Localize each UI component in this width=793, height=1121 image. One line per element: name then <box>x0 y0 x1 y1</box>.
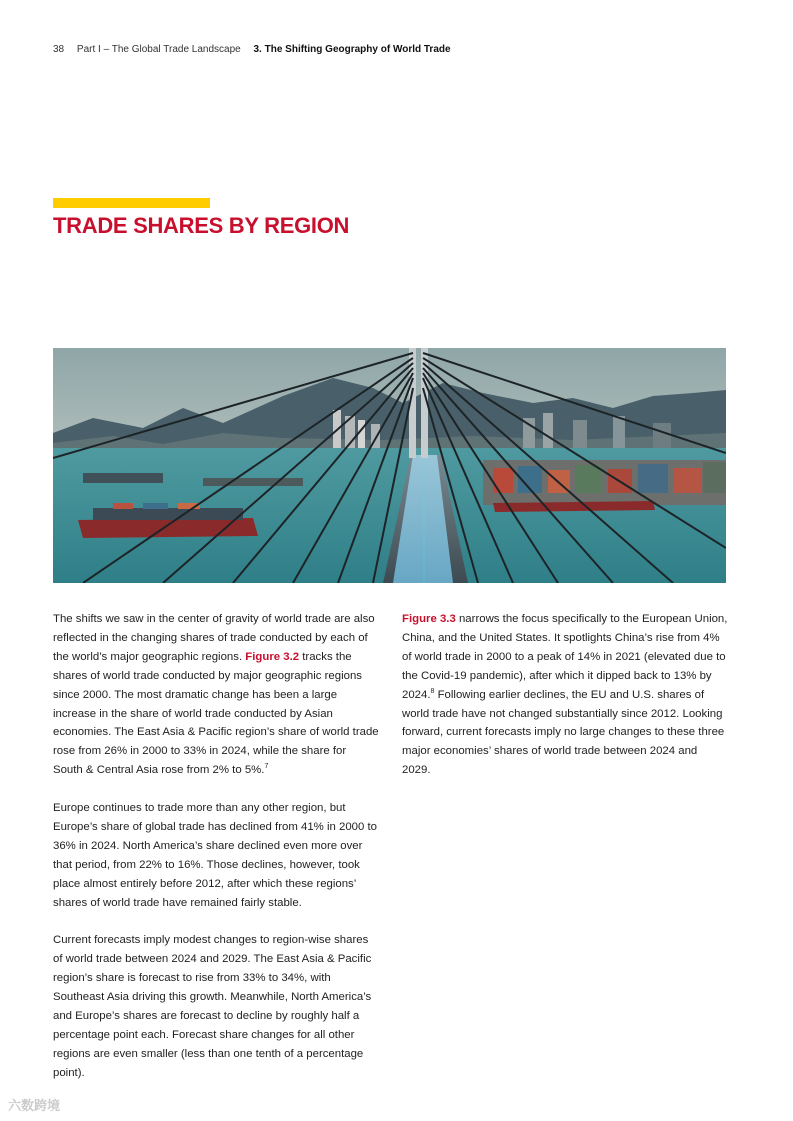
title-accent-bar <box>53 198 210 208</box>
watermark-logo: 六数跨境 <box>8 1098 61 1113</box>
page-number: 38 <box>53 44 65 55</box>
section-title: TRADE SHARES BY REGION <box>53 213 350 238</box>
left-column <box>53 610 379 1102</box>
running-header <box>53 44 451 55</box>
footnote-7[interactable]: 7 <box>264 763 269 771</box>
left-paragraph-2: Europe continues to trade more than any other region, but Europe’s share of global trade has declined from 41% in 2000 to 36% in 2024. North America’s share declined even more over that period, from 22% to 16%. Those declines, however, took place almost entirely before 2012, after which these regions’ shares of world trade have remained fairly stable. <box>53 802 377 909</box>
footnote-8[interactable]: 8 <box>430 687 435 695</box>
chapter-title: 3. The Shifting Geography of World Trade <box>253 44 451 55</box>
left-paragraph-1: The shifts we saw in the center of gravity of world trade are also reflected in the changing shares of trade conducted by each of the world’s major geographic regions. Figure 3.2 tracks the shares of world trade conducted by major geographic regions since 2000. The most dramatic change has been a large increase in the share of world trade conducted by Asian economies. The East Asia & Pacific region’s share of world trade rose from 26% in 2000 to 33% in 2024, while the share for South & Central Asia rose from 2% to 5%.$^7$ <box>53 613 379 777</box>
right-column <box>402 610 728 799</box>
figure-3-2-link[interactable]: Figure 3.2 <box>245 650 300 663</box>
part-label: Part I – The Global Trade Landscape <box>76 44 241 55</box>
hero-photo <box>53 348 726 583</box>
bridge-harbor-photo-icon <box>53 348 726 583</box>
figure-3-3-link[interactable]: Figure 3.3 <box>402 613 456 625</box>
right-paragraph-1: Figure 3.3 narrows the focus specifically to the European Union, China, and the United States. It spotlights China’s rise from 4% of world trade in 2000 to a peak of 14% in 2021 (elevated due to the Covid-19 pandemic), after which it dipped back to 13% by 2024.$^8$ Following earlier declines, the EU and U.S. shares of world trade have not changed substantially since 2012. Looking forward, current forecasts imply no large changes to these three major economies’ shares of world trade between 2024 and 2029. <box>402 613 728 777</box>
left-paragraph-3: Current forecasts imply modest changes to region-wise shares of world trade between 2024 and 2029. The East Asia & Pacific region’s share is forecast to rise from 33% to 34%, with Southeast Asia driving this growth. Meanwhile, North America’s and Europe’s shares are forecast to decline by roughly half a percentage point each. Forecast share changes for all other regions are even smaller (less than one tenth of a percentage point). <box>53 934 372 1079</box>
